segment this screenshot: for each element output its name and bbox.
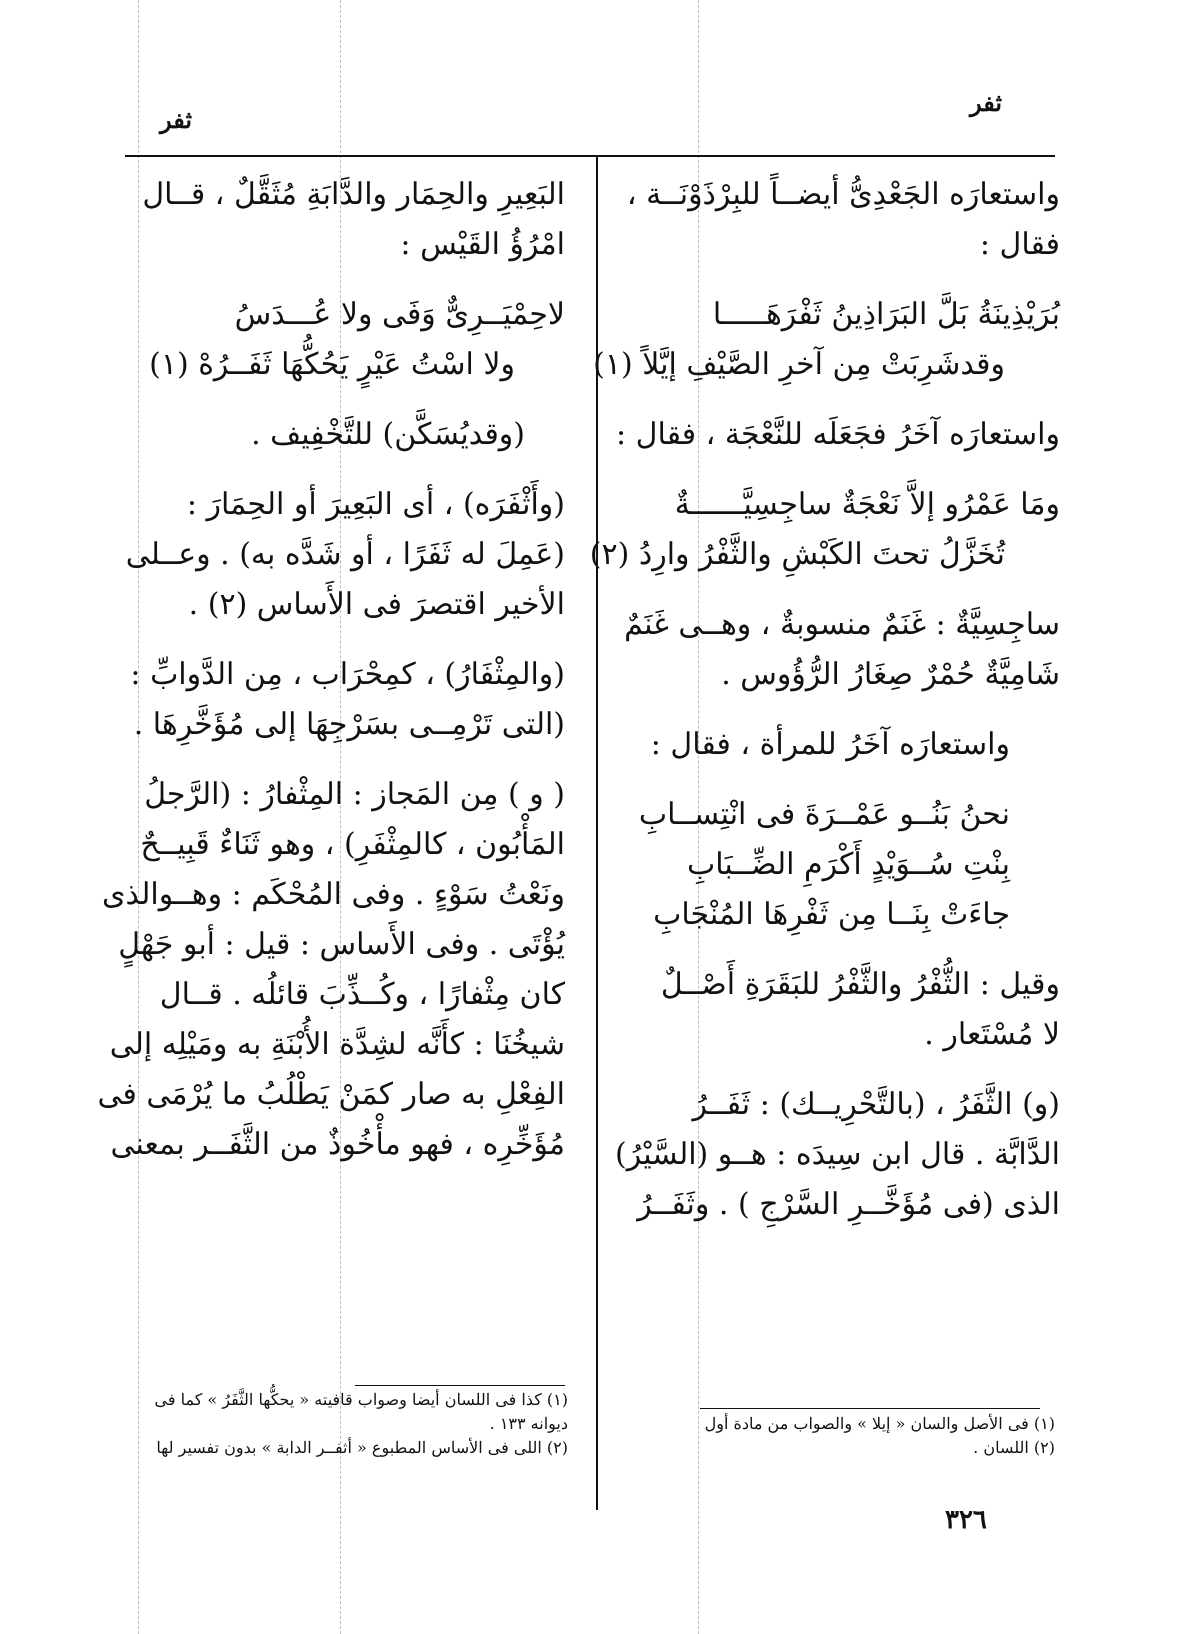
- footnote: (١) فى الأصل والسان « إيلا » والصواب من مادة أول: [704, 1414, 1055, 1433]
- footnote: (٢) اللسان .: [973, 1438, 1055, 1457]
- text-line: امْرُؤُ القَيْس :: [400, 227, 565, 262]
- text-line: المَأْبُون ، كالمِثْفَرِ) ، وهو ثَنَاءٌ قَبِيــحٌ: [140, 827, 565, 862]
- footnote: (٢) اللى فى الأساس المطبوع « أثفــر الدابة » بدون تفسير لها: [156, 1438, 568, 1457]
- right-footnotes: [640, 1412, 1055, 1460]
- text-line: ونَعْتُ سَوْءٍ . وفى المُحْكَم : وهــوالذى: [101, 877, 565, 912]
- footnote-rule: [355, 1385, 565, 1386]
- left-column: [97, 170, 565, 1170]
- text-line: ساجِسِيَّةٌ : غَنَمٌ منسوبةٌ ، وهــى غَنَمٌ: [624, 607, 1060, 642]
- header-rule: [125, 155, 1055, 157]
- running-header-left: ثفر: [160, 105, 193, 134]
- verse-line: جاءَتْ بِنَــا مِن ثَفْرِهَا المُنْجَابِ: [653, 897, 1010, 932]
- verse-line: ولا اسْتُ عَيْرٍ يَحُكُّهَا ثَفَــرُهْ (١): [149, 347, 515, 382]
- text-line: شيخُنَا : كأَنَّه لشِدَّة الأُبْنَةِ به ومَيْلِه إلى: [109, 1027, 565, 1062]
- text-line: واستعارَه آخَرُ للمرأة ، فقال :: [650, 727, 1010, 762]
- text-line: مُؤَخِّرِه ، فهو مأْخُوذٌ من الثَّفَــر بمعنى: [110, 1127, 565, 1162]
- verse-line: بُرَيْذِينَةُ بَلَّ البَرَاذِينُ ثَفْرَهَـــــا: [712, 297, 1060, 332]
- text-line: الأخير اقتصرَ فى الأَساس (٢) .: [188, 587, 565, 622]
- text-line: واستعارَه آخَرُ فجَعَلَه للنَّعْجَة ، فقال :: [616, 417, 1060, 452]
- footnote: (١) كذا فى اللسان أيضا وصواب قافيته « يحكُّها الثَّفَرُ » كما فى ديوانه ١٣٣ .: [154, 1390, 568, 1433]
- text-line: كان مِثْفارًا ، وكُــذِّبَ قائلُه . قــال: [159, 977, 565, 1012]
- text-line: ( و ) مِن المَجاز : المِثْفارُ : (الرَّجلُ: [144, 777, 565, 812]
- left-footnotes: [120, 1388, 568, 1460]
- verse-line: لاحِمْيَــرِىٌّ وَفَى ولا عُـــدَسُ: [234, 297, 565, 332]
- text-line: فقال :: [979, 227, 1060, 262]
- verse-line: ومَا عَمْرُو إلاَّ نَعْجَةٌ ساجِسِيَّــــــةٌ: [674, 487, 1060, 522]
- text-line: البَعِيرِ والحِمَار والدَّابَةِ مُثَقَّلٌ ، قــال: [142, 177, 565, 212]
- text-line: (التى تَرْمِــى بسَرْجِهَا إلى مُؤَخَّرِهَا .: [133, 707, 565, 742]
- page-number: ٣٢٦: [945, 1505, 987, 1535]
- verse-line: تُخَزَّلُ تحتَ الكَبْشِ والثَّفْرُ وارِدُ (٢): [589, 537, 1005, 572]
- text-line: وقيل : الثُّفْرُ والثَّفْرُ للبَقَرَةِ أَصْــلٌ: [660, 967, 1060, 1002]
- running-header-right: ثفر: [970, 88, 1003, 117]
- text-line: الذى (فى مُؤَخَّــرِ السَّرْجِ ) . وثَفَــرُ: [637, 1187, 1060, 1222]
- verse-line: نحنُ بَنُــو عَمْــرَةَ فى انْتِســابِ: [638, 797, 1010, 832]
- text-line: (والمِثْفَارُ) ، كمِحْرَاب ، مِن الدَّوابِّ :: [130, 657, 565, 692]
- text-line: (وأَثْفَرَه) ، أى البَعِيرَ أو الحِمَارَ :: [186, 487, 565, 522]
- text-line: يُؤْتَى . وفى الأَساس : قيل : أبو جَهْلٍ: [118, 927, 565, 962]
- text-line: (وقديُسَكَّن) للتَّخْفِيف .: [251, 417, 525, 452]
- text-line: واستعارَه الجَعْدِىُّ أيضــاً للبِرْذَوْنَــة ،: [626, 177, 1060, 212]
- text-line: (و) الثَّفَرُ ، (بالتَّحْرِيــك) : ثَفَــرُ: [692, 1087, 1060, 1122]
- text-line: لا مُسْتَعار .: [924, 1017, 1060, 1052]
- verse-line: بِنْتِ سُــوَيْدٍ أَكْرَمِ الضِّــبَابِ: [686, 847, 1010, 882]
- text-line: شَامِيَّةٌ حُمْرٌ صِغَارُ الرُّؤُوس .: [721, 657, 1060, 692]
- right-column: [589, 170, 1060, 1230]
- text-line: (عَمِلَ له ثَفَرًا ، أو شَدَّه به) . وعــلى: [125, 537, 565, 572]
- footnote-rule: [700, 1408, 1040, 1409]
- text-line: الفِعْلِ به صار كمَنْ يَطْلُبُ ما يُرْمَى فى: [97, 1077, 565, 1112]
- text-line: الدَّابَّة . قال ابن سِيدَه : هــو (السَّيْرُ): [615, 1137, 1060, 1172]
- verse-line: وقدشَرِبَتْ مِن آخرِ الصَّيْفِ إيَّلاً (١): [593, 347, 1005, 382]
